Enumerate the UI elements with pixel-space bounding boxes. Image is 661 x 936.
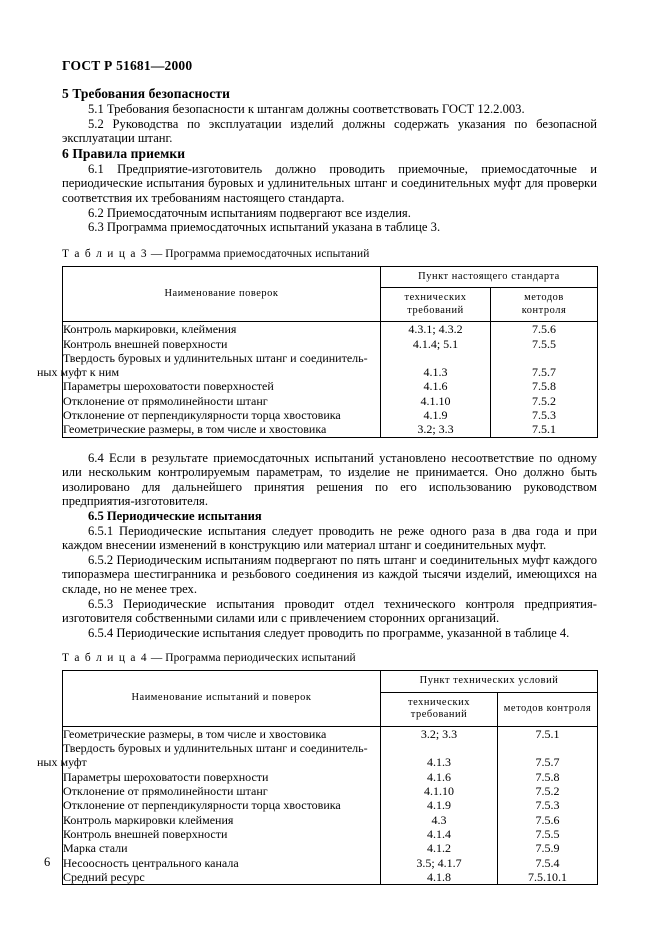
paragraph-6-1: 6.1 Предприятие-изготовитель должно проводить приемочные, приемосдаточные и периодические испытания буровых и удлинительных штанг и соединительных муфт для проверки соответствия их требованиям настоящего стандарта. <box>62 161 597 205</box>
row-requirement: 3.5; 4.1.7 <box>416 855 462 870</box>
row-name: Параметры шероховатости поверхности <box>63 769 269 784</box>
row-spacer <box>381 741 497 755</box>
req-line-1: технических <box>404 292 467 304</box>
table-3-group-header: Пункт настоящего стандарта <box>381 266 598 288</box>
table-3-names-cell <box>37 322 381 437</box>
table-4-header-row-1 <box>63 671 598 693</box>
table-4-col-name-header: Наименование испытаний и поверок <box>63 671 381 727</box>
paragraph-6-4: 6.4 Если в результате приемосдаточных испытаний установлено несоответствие по одному или нескольким контролируемым параметрам, то изделие не принимается. Оно должно быть изолировано для дальнейшего принятия решения по его использованию руководством предприятия-изготовителя. <box>62 450 597 509</box>
method-line-2: контроля <box>521 304 567 316</box>
table-3-caption-text: — Программа приемосдаточных испытаний <box>150 247 370 260</box>
row-requirement: 4.1.8 <box>427 869 451 884</box>
paragraph-6-3: 6.3 Программа приемосдаточных испытаний указана в таблице 3. <box>88 220 441 235</box>
row-method: 7.5.2 <box>532 393 556 408</box>
paragraph-6-5-3: 6.5.3 Периодические испытания проводит отдел технического контроля предприятия-изготовителя собственными силами или с привлечением сторонних организаций. <box>62 596 597 626</box>
table-row <box>63 726 598 884</box>
row-name: Несоосность центрального канала <box>63 855 239 870</box>
row-requirement: 4.1.4; 5.1 <box>412 336 459 351</box>
paragraph-6-5-4: 6.5.4 Периодические испытания следует проводить по программе, указанной в таблице 4. <box>88 625 570 640</box>
row-name: Марка стали <box>63 841 128 856</box>
table-3-requirements-cell <box>381 322 491 437</box>
table-4-caption-text: — Программа периодических испытаний <box>150 652 356 665</box>
row-requirement: 3.2; 3.3 <box>420 726 458 741</box>
row-name: Контроль внешней поверхности <box>63 826 228 841</box>
row-name-continued: ных муфт <box>37 755 87 770</box>
row-spacer <box>491 351 597 365</box>
row-requirement: 4.3.1; 4.3.2 <box>408 322 463 337</box>
table-3-header-row-1 <box>63 266 598 288</box>
req-line-2: требований <box>407 304 464 316</box>
row-method: 7.5.2 <box>535 784 560 799</box>
row-requirement: 4.1.10 <box>420 393 451 408</box>
table-4-requirements-cell <box>381 726 498 884</box>
row-requirement: 4.1.3 <box>427 755 451 770</box>
row-name: Геометрические размеры, в том числе и хвостовика <box>63 422 327 437</box>
row-requirement: 4.1.10 <box>424 784 454 799</box>
table-4-head <box>63 671 598 727</box>
table-4-body <box>37 726 598 884</box>
page-content <box>37 86 597 885</box>
paragraph-6-5-1: 6.5.1 Периодические испытания следует проводить не реже одного раза в два года и при каждом внесении изменений в конструкцию или материал штанг и соединительных муфт. <box>62 523 597 553</box>
table-3-col-methods-header <box>491 288 598 322</box>
row-name: Геометрические размеры, в том числе и хвостовика <box>63 726 327 741</box>
table-3-col-name-header: Наименование поверок <box>63 266 381 322</box>
table-4-caption <box>62 652 597 664</box>
row-requirement: 4.3 <box>431 812 447 827</box>
row-method: 7.5.9 <box>535 841 560 856</box>
subheading-6-5: 6.5 Периодические испытания <box>88 509 262 523</box>
row-requirement: 4.1.3 <box>423 365 448 380</box>
table-3-col-requirements-header <box>381 288 491 322</box>
row-name: Средний ресурс <box>63 869 145 884</box>
row-method: 7.5.10.1 <box>528 869 567 884</box>
row-requirement: 4.1.6 <box>427 769 451 784</box>
row-method: 7.5.6 <box>535 812 560 827</box>
row-requirement: 4.1.6 <box>423 379 448 394</box>
row-requirement: 4.1.2 <box>427 841 451 856</box>
row-method: 7.5.8 <box>535 769 560 784</box>
table-3 <box>37 266 598 438</box>
table-4-col-requirements-header: технических требований <box>381 692 498 726</box>
paragraph-5-2: 5.2 Руководства по эксплуатации изделий должны содержать указания по безопасной эксплуатации штанг. <box>62 116 597 146</box>
table-4 <box>37 670 598 885</box>
table-4-names-cell <box>37 726 381 884</box>
table-4-caption-label: Т а б л и ц а 4 <box>62 652 148 665</box>
row-method: 7.5.8 <box>532 379 556 394</box>
paragraph-6-5-2: 6.5.2 Периодическим испытаниям подвергают по пять штанг и соединительных муфт каждого типоразмера шестигранника и резьбового соединения из каждой тысячи изделий, имеющихся на складе, но не менее трех. <box>62 552 597 596</box>
row-requirement: 4.1.9 <box>427 798 451 813</box>
table-3-methods-cell <box>491 322 598 437</box>
row-name: Отклонение от прямолинейности штанг <box>63 784 268 799</box>
row-name: Отклонение от перпендикулярности торца хвостовика <box>63 798 341 813</box>
table-3-head <box>63 266 598 322</box>
table-3-caption-label: Т а б л и ц а 3 <box>62 247 148 260</box>
row-method: 7.5.3 <box>535 798 560 813</box>
row-name: Отклонение от перпендикулярности торца хвостовика <box>63 408 341 423</box>
row-requirement: 4.1.4 <box>427 826 451 841</box>
paragraph-5-1: 5.1 Требования безопасности к штангам должны соответствовать ГОСТ 12.2.003. <box>88 102 525 116</box>
row-method: 7.5.7 <box>532 365 556 380</box>
section-5-heading: 5 Требования безопасности <box>62 86 230 101</box>
row-method: 7.5.6 <box>532 322 556 337</box>
table-3-caption <box>62 248 597 260</box>
row-method: 7.5.5 <box>535 826 560 841</box>
paragraph-6-2: 6.2 Приемосдаточным испытаниям подвергают все изделия. <box>88 205 411 220</box>
row-method: 7.5.5 <box>532 336 556 351</box>
row-name: Параметры шероховатости поверхностей <box>63 379 274 394</box>
table-3-body <box>37 322 598 437</box>
row-method: 7.5.1 <box>532 422 556 437</box>
table-4-group-header: Пункт технических условий <box>381 671 598 693</box>
standard-id-header: ГОСТ Р 51681—2000 <box>62 58 193 73</box>
row-spacer <box>381 351 490 365</box>
row-name: Твердость буровых и удлинительных штанг и соединитель- <box>63 350 368 365</box>
row-name: Отклонение от прямолинейности штанг <box>63 393 268 408</box>
method-line-1: методов <box>524 292 564 304</box>
row-requirement: 3.2; 3.3 <box>417 422 454 437</box>
row-name-continued: ных муфт к ним <box>37 365 120 380</box>
row-requirement: 4.1.9 <box>423 408 448 423</box>
row-method: 7.5.4 <box>535 855 560 870</box>
row-method: 7.5.3 <box>532 408 556 423</box>
row-method: 7.5.1 <box>535 726 560 741</box>
table-row <box>63 322 598 437</box>
table-4-col-methods-header: методов контроля <box>498 692 598 726</box>
row-name: Контроль внешней поверхности <box>63 336 228 351</box>
row-name: Контроль маркировки, клеймения <box>63 322 237 337</box>
section-6-heading: 6 Правила приемки <box>62 145 186 161</box>
row-spacer <box>498 741 597 755</box>
table-4-methods-cell <box>498 726 598 884</box>
row-name: Твердость буровых и удлинительных штанг и соединитель- <box>63 741 368 756</box>
page-number: 6 <box>44 855 51 869</box>
row-name: Контроль маркировки клеймения <box>63 812 234 827</box>
row-method: 7.5.7 <box>535 755 560 770</box>
